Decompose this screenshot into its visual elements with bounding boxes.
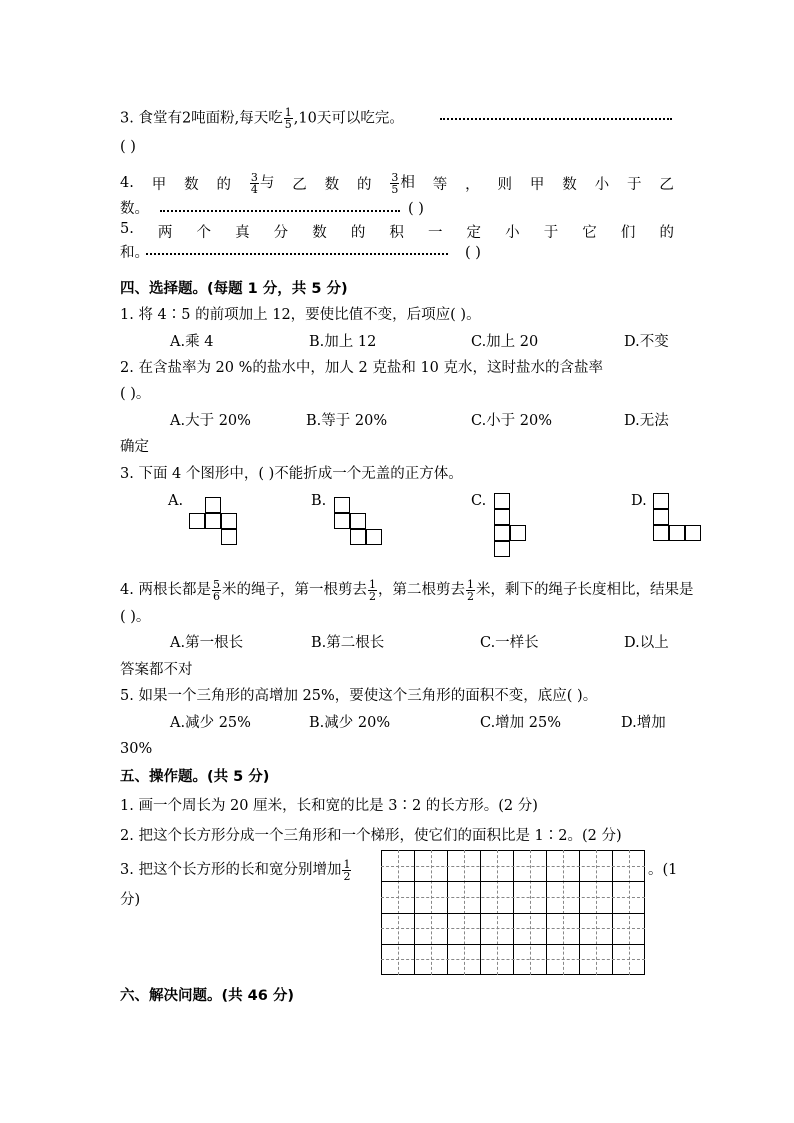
choice-q1-option-a: A.乘 4 [170, 334, 214, 350]
choice-q5-line3: 30% [120, 741, 153, 757]
q5-judge-paren: ( ) [465, 245, 481, 261]
section-title-solve: 六、解决问题。(共 46 分) [120, 988, 295, 1004]
choice-q2-line2: ( )。 [120, 386, 151, 402]
q5-judge-line2: 和。 [120, 245, 149, 261]
choice-q1-option-d: D.不变 [624, 334, 669, 350]
choice-q4-option-b: B.第二根长 [311, 635, 385, 651]
choice-q4-line3: 答案都不对 [120, 662, 193, 678]
choice-q3-option-a: A. [168, 493, 184, 509]
choice-q3-option-b: B. [311, 493, 327, 509]
choice-q1: 1. 将 4∶5 的前项加上 12，要使比值不变，后项应( )。 [120, 307, 481, 323]
operation-q3: 3. 把这个长方形的长和宽分别增加 $\frac{1}{2}$ [120, 857, 351, 883]
operation-q2: 2. 把这个长方形分成一个三角形和一个梯形，使它们的面积比是 1∶2。(2 分) [120, 828, 622, 844]
leader-dots [160, 210, 400, 212]
choice-q4-option-d: D.以上 [624, 635, 669, 651]
fraction: $\frac{1}{2}$ [466, 577, 474, 603]
grid-hline [381, 881, 645, 882]
section-title-operation: 五、操作题。(共 5 分) [120, 769, 270, 785]
q3-judge-text-b: ,10天可以吃完。 [293, 110, 404, 127]
q4-judge-paren: ( ) [408, 201, 424, 217]
fraction: $\frac{5}{6}$ [212, 577, 220, 603]
choice-q2-line3: 确定 [120, 439, 149, 455]
choice-q3-option-d: D. [631, 493, 647, 509]
choice-q4-line2: ( )。 [120, 609, 151, 625]
grid-hline [381, 928, 645, 929]
choice-q3-option-c: C. [471, 493, 487, 509]
q4-judge-line2: 数。 [120, 201, 149, 217]
choice-q5-option-b: B.减少 20% [309, 715, 391, 731]
operation-q3-tail: 。(1 [648, 862, 678, 878]
section-title-choice: 四、选择题。(每题 1 分，共 5 分) [120, 281, 348, 297]
leader-dots [146, 253, 448, 255]
choice-q5: 5. 如果一个三角形的高增加 25%，要使这个三角形的面积不变，底应( )。 [120, 688, 598, 704]
choice-q5-option-c: C.增加 25% [480, 715, 562, 731]
q4-judge-line: 4. 甲 数 的 $\frac{3}{4}$ 与 乙 数 的 $\frac{3}{5}$ 相 等 ， 则 甲 数 小 于 乙 [120, 170, 674, 196]
q3-judge-line [120, 107, 404, 130]
choice-q2-option-c: C.小于 20% [471, 413, 553, 429]
grid-hline [381, 913, 645, 914]
choice-q5-option-d: D.增加 [621, 715, 666, 731]
fraction: $\frac{1}{5}$ [284, 106, 292, 131]
choice-q4-option-c: C.一样长 [480, 635, 539, 651]
q3-judge-text-a: 3. 食堂有2吨面粉,每天吃 [120, 110, 283, 127]
fraction: $\frac{1}{2}$ [368, 577, 376, 603]
choice-q2-option-a: A.大于 20% [170, 413, 251, 429]
fraction: $\frac{3}{4}$ [250, 170, 258, 196]
choice-q3: 3. 下面 4 个图形中，( )不能折成一个无盖的正方体。 [120, 466, 463, 482]
operation-q1: 1. 画一个周长为 20 厘米，长和宽的比是 3∶2 的长方形。(2 分) [120, 798, 538, 814]
choice-q2: 2. 在含盐率为 20 %的盐水中，加人 2 克盐和 10 克水，这时盐水的含盐率 [120, 360, 604, 376]
choice-q1-option-b: B.加上 12 [309, 334, 377, 350]
fraction: $\frac{1}{2}$ [343, 857, 351, 883]
choice-q1-option-c: C.加上 20 [471, 334, 539, 350]
grid-hline [381, 897, 645, 898]
q3-judge-paren: ( ) [120, 139, 136, 155]
q5-judge-line: 5. 两 个 真 分 数 的 积 一 定 小 于 它 们 的 [120, 221, 674, 241]
grid-hline [381, 866, 645, 867]
fraction: $\frac{3}{5}$ [391, 170, 399, 196]
choice-q2-option-d: D.无法 [624, 413, 669, 429]
choice-q2-option-b: B.等于 20% [306, 413, 388, 429]
grid-hline [381, 959, 645, 960]
operation-q3-line2: 分) [120, 892, 141, 908]
choice-q5-option-a: A.减少 25% [170, 715, 251, 731]
choice-q4: 4. 两根长都是 $\frac{5}{6}$ 米的绳子，第一根剪去 $\frac{1}{2}$ ，第二根剪去 $\frac{1}{2}$ 米，剩下的绳子长度相比，结果是 [120, 577, 694, 603]
grid-hline [381, 944, 645, 945]
choice-q4-option-a: A.第一根长 [170, 635, 244, 651]
leader-dots [440, 118, 672, 120]
